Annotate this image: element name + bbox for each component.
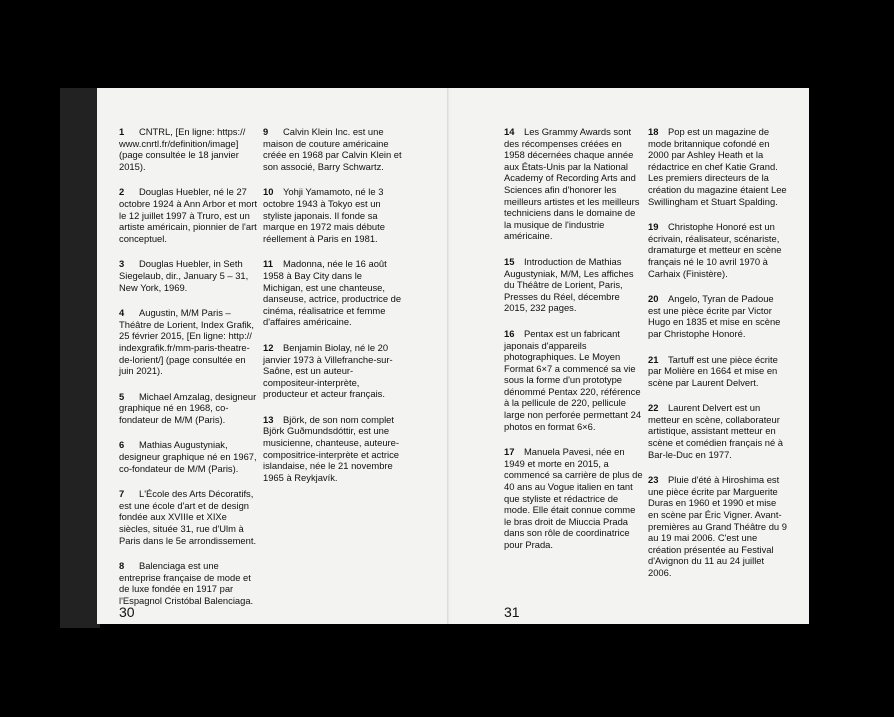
footnote: 13 Björk, de son nom complet Björk Guðmundsdóttir, est une musicienne, chanteuse, auteure-compositrice-interprète et actrice islandaise, née le 21 novembre 1965 à Reykjavík. — [263, 413, 400, 483]
footnote: 14 Les Grammy Awards sont des récompenses créées en 1958 décernées chaque année aux États-Unis par la National Academy of Recording Arts and Sciences afin d'honorer les meilleurs artistes et les meilleurs techniciens dans le domaine de la musique de l'industrie américaine. — [504, 126, 640, 242]
footnote: 7 L'École des Arts Décoratifs, est une école d'art et de design fondée aux XVIIIe et XIXe siècles, située 31, rue d'Ulm à Paris dans le 5e arrondissement. — [119, 488, 257, 546]
footnote: 15 Introduction de Mathias Augustyniak, M/M, Les affiches du Théâtre de Lorient, Paris, Presses du Réel, décembre 2015, 232 pages. — [504, 255, 634, 314]
footnote: 9 Calvin Klein Inc. est une maison de couture américaine créée en 1968 par Calvin Klein et son associé, Barry Schwartz. — [263, 126, 402, 172]
footnote: 3 Douglas Huebler, in Seth Siegelaub, dir., January 5 – 31, New York, 1969. — [119, 258, 249, 293]
footnote: 11 Madonna, née le 16 août 1958 à Bay City dans le Michigan, est une chanteuse, danseuse, actrice, productrice de cinéma, réalisatrice et femme d'affaires américaine. — [263, 258, 402, 328]
footnote: 21 Tartuff est une pièce écrite par Molière en 1664 et mise en scène par Laurent Delvert. — [648, 353, 778, 388]
footnote: 12 Benjamin Biolay, né le 20 janvier 1973 à Villefranche-sur-Saône, est un auteur-compositeur-interprète, producteur et acteur français. — [263, 341, 393, 400]
right-page — [451, 88, 809, 624]
footnote: 5 Michael Amzalag, designeur graphique né en 1968, co-fondateur de M/M (Paris). — [119, 390, 257, 425]
book-edge-shadow — [60, 88, 100, 628]
page-number: 31 — [504, 604, 520, 620]
footnote: 22 Laurent Delvert est un metteur en scène, collaborateur artistique, assistant metteur en scène et comédien français né à Bar-le-Duc en 1977. — [648, 402, 783, 460]
right-column-2 — [648, 126, 788, 593]
footnote: 10 Yohji Yamamoto, né le 3 octobre 1943 à Tokyo est un styliste japonais. Il fonde sa marque en 1972 mais débute réellement à Paris en 1981. — [263, 186, 385, 244]
footnote: 2 Douglas Huebler, né le 27 octobre 1924 à Ann Arbor et mort le 12 juillet 1997 à Truro, est un artiste américain, pionnier de l'art conceptuel. — [119, 186, 258, 244]
page-number: 30 — [119, 604, 135, 620]
footnote: 17 Manuela Pavesi, née en 1949 et morte en 2015, a commencé sa carrière de plus de 40 ans au Vogue italien en tant que styliste et rédactrice de mode. Elle était connue comme le bras droit de Miuccia Prada dans son rôle de coordinatrice pour Prada. — [504, 446, 643, 550]
footnote: 19 Christophe Honoré est un écrivain, réalisateur, scénariste, dramaturge et metteur en scène français né le 10 avril 1970 à Carhaix (Finistère). — [648, 221, 782, 279]
footnote: 1 CNTRL, [En ligne: https:// www.cnrtl.fr/definition/image] (page consultée le 18 janvier 2015). — [119, 126, 246, 172]
right-column-1 — [504, 126, 644, 565]
footnote: 18 Pop est un magazine de mode britannique cofondé en 2000 par Ashley Heath et la rédactrice en chef Katie Grand. Les premiers directeurs de la création du magazine étaient Lee Swillingham et Stuart Spalding. — [648, 126, 787, 207]
left-column-1 — [119, 126, 259, 621]
footnote: 8 Balenciaga est une entreprise française de mode et de luxe fondée en 1917 par l'Espagnol Cristóbal Balenciaga. — [119, 560, 254, 606]
footnote: 4 Augustin, M/M Paris – Théâtre de Lorient, Index Grafik, 25 février 2015, [En ligne: http:// indexgrafik.fr/mm-paris-theatre-de-lorient/] (page consultée en juin 2021). — [119, 307, 254, 377]
footnote: 6 Mathias Augustyniak, designeur graphique né en 1967, co-fondateur de M/M (Paris). — [119, 439, 257, 474]
left-page — [97, 88, 449, 624]
left-column-2 — [263, 126, 403, 497]
footnote: 23 Pluie d'été à Hiroshima est une pièce écrite par Marguerite Duras en 1960 et 1990 et mise en scène par Éric Vigner. Avant-premières au Grand Théâtre du 9 au 19 mai 2006. C'est une création présentée au Festival d'Avignon du 11 au 24 juillet 2006. — [648, 474, 787, 578]
footnote: 16 Pentax est un fabricant japonais d'appareils photographiques. Le Moyen Format 6×7 a commencé sa vie sous la forme d'un prototype dénommé Pentax 220, référence à la pellicule de 220, pellicule large non perforée permettant 24 photos en format 6×6. — [504, 327, 642, 432]
footnote: 20 Angelo, Tyran de Padoue est une pièce écrite par Victor Hugo en 1835 et mise en scène par Christophe Honoré. — [648, 293, 781, 339]
